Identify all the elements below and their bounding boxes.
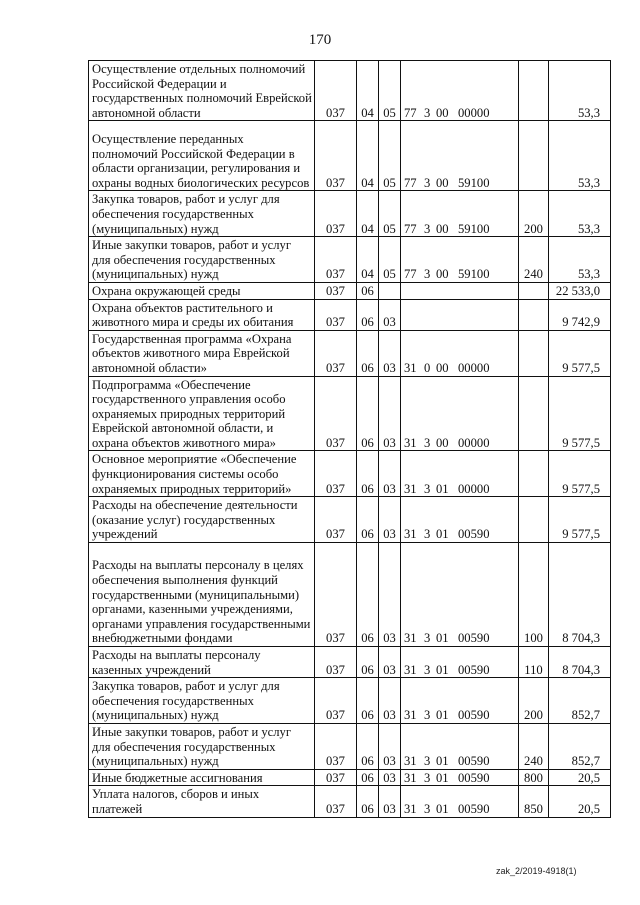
grbs-code-cell: 037 <box>315 786 357 817</box>
subsection-code-cell: 03 <box>379 376 401 451</box>
amount-cell: 53,3 <box>549 121 611 191</box>
item-name-cell: Подпрограмма «Обеспечение государственного управления особо охраняемых природных территорий Еврейской автономной области, и охрана объектов животного мира» <box>89 376 315 451</box>
target-event-code: 01 <box>436 631 449 646</box>
section-code-cell: 06 <box>357 282 379 299</box>
target-article-cell <box>401 282 519 299</box>
expense-type-cell: 200 <box>519 191 549 237</box>
section-code-cell: 06 <box>357 330 379 376</box>
amount-cell: 8 704,3 <box>549 647 611 678</box>
amount-cell: 9 577,5 <box>549 497 611 543</box>
amount-cell: 9 577,5 <box>549 330 611 376</box>
expense-type-cell: 100 <box>519 543 549 647</box>
expense-type-cell <box>519 61 549 121</box>
expense-type-cell <box>519 451 549 497</box>
amount-cell: 53,3 <box>549 237 611 283</box>
target-article-cell <box>401 497 519 543</box>
expense-type-cell: 110 <box>519 647 549 678</box>
target-program-code: 31 <box>404 527 417 542</box>
section-code-cell: 06 <box>357 299 379 330</box>
target-article-cell <box>401 330 519 376</box>
target-subprogram-code: 3 <box>424 754 431 769</box>
table-row <box>89 237 611 283</box>
item-name-cell: Закупка товаров, работ и услуг для обеспечения государственных (муниципальных) нужд <box>89 191 315 237</box>
target-program-code: 31 <box>404 754 417 769</box>
table-row <box>89 376 611 451</box>
target-article-cell <box>401 786 519 817</box>
grbs-code-cell: 037 <box>315 376 357 451</box>
expense-type-cell: 850 <box>519 786 549 817</box>
target-event-code: 00 <box>436 360 449 375</box>
target-subprogram-code: 3 <box>424 662 431 677</box>
grbs-code-cell: 037 <box>315 191 357 237</box>
subsection-code-cell: 03 <box>379 786 401 817</box>
target-article-cell <box>401 678 519 724</box>
target-article-cell <box>401 299 519 330</box>
subsection-code-cell: 03 <box>379 451 401 497</box>
target-subprogram-code: 3 <box>424 527 431 542</box>
target-direction-code: 00590 <box>458 708 490 723</box>
grbs-code-cell: 037 <box>315 678 357 724</box>
expense-type-cell <box>519 282 549 299</box>
subsection-code-cell: 03 <box>379 330 401 376</box>
target-event-code: 01 <box>436 770 449 785</box>
item-name-cell: Охрана окружающей среды <box>89 282 315 299</box>
target-direction-code: 00590 <box>458 527 490 542</box>
target-direction-code: 00590 <box>458 754 490 769</box>
section-code-cell: 06 <box>357 543 379 647</box>
grbs-code-cell: 037 <box>315 543 357 647</box>
expense-type-cell <box>519 497 549 543</box>
target-direction-code: 00590 <box>458 770 490 785</box>
table-row <box>89 121 611 191</box>
amount-cell: 20,5 <box>549 769 611 786</box>
grbs-code-cell: 037 <box>315 769 357 786</box>
target-article-cell <box>401 647 519 678</box>
target-article-cell <box>401 121 519 191</box>
expense-type-cell <box>519 121 549 191</box>
section-code-cell: 06 <box>357 647 379 678</box>
grbs-code-cell: 037 <box>315 237 357 283</box>
table-row <box>89 330 611 376</box>
target-subprogram-code: 3 <box>424 801 431 816</box>
item-name-cell: Расходы на обеспечение деятельности (оказание услуг) государственных учреждений <box>89 497 315 543</box>
expense-type-cell: 240 <box>519 724 549 770</box>
item-name-cell: Расходы на выплаты персоналу казенных учреждений <box>89 647 315 678</box>
target-subprogram-code: 3 <box>424 770 431 785</box>
grbs-code-cell: 037 <box>315 647 357 678</box>
amount-cell: 9 577,5 <box>549 451 611 497</box>
grbs-code-cell: 037 <box>315 61 357 121</box>
target-article-cell <box>401 191 519 237</box>
table-row <box>89 724 611 770</box>
target-program-code: 31 <box>404 360 417 375</box>
table-row <box>89 191 611 237</box>
table-row <box>89 647 611 678</box>
target-subprogram-code: 0 <box>424 360 431 375</box>
section-code-cell: 06 <box>357 376 379 451</box>
target-article-cell <box>401 543 519 647</box>
item-name-cell: Осуществление переданных полномочий Российской Федерации в области организации, регулирования и охраны водных биологических ресурсов <box>89 121 315 191</box>
target-direction-code: 00000 <box>458 105 490 120</box>
amount-cell: 852,7 <box>549 678 611 724</box>
target-direction-code: 00000 <box>458 360 490 375</box>
target-event-code: 00 <box>436 267 449 282</box>
target-direction-code: 00000 <box>458 435 490 450</box>
budget-table <box>88 60 611 818</box>
subsection-code-cell: 03 <box>379 543 401 647</box>
amount-cell: 8 704,3 <box>549 543 611 647</box>
target-subprogram-code: 3 <box>424 708 431 723</box>
section-code-cell: 06 <box>357 786 379 817</box>
footer-code: zak_2/2019-4918(1) <box>496 866 577 876</box>
section-code-cell: 06 <box>357 497 379 543</box>
section-code-cell: 04 <box>357 237 379 283</box>
grbs-code-cell: 037 <box>315 299 357 330</box>
target-event-code: 00 <box>436 435 449 450</box>
target-event-code: 01 <box>436 754 449 769</box>
table-row <box>89 543 611 647</box>
subsection-code-cell: 03 <box>379 647 401 678</box>
target-event-code: 01 <box>436 527 449 542</box>
table-row <box>89 786 611 817</box>
target-event-code: 00 <box>436 105 449 120</box>
target-subprogram-code: 3 <box>424 267 431 282</box>
target-direction-code: 00590 <box>458 801 490 816</box>
expense-type-cell <box>519 376 549 451</box>
table-row <box>89 282 611 299</box>
page-number: 170 <box>308 32 332 48</box>
target-direction-code: 59100 <box>458 267 490 282</box>
section-code-cell: 06 <box>357 724 379 770</box>
section-code-cell: 06 <box>357 769 379 786</box>
grbs-code-cell: 037 <box>315 451 357 497</box>
target-subprogram-code: 3 <box>424 435 431 450</box>
grbs-code-cell: 037 <box>315 724 357 770</box>
subsection-code-cell <box>379 282 401 299</box>
target-direction-code: 00590 <box>458 662 490 677</box>
expense-type-cell: 240 <box>519 237 549 283</box>
target-article-cell <box>401 61 519 121</box>
grbs-code-cell: 037 <box>315 497 357 543</box>
target-subprogram-code: 3 <box>424 221 431 236</box>
table-row <box>89 451 611 497</box>
section-code-cell: 04 <box>357 191 379 237</box>
subsection-code-cell: 03 <box>379 299 401 330</box>
subsection-code-cell: 03 <box>379 678 401 724</box>
item-name-cell: Иные закупки товаров, работ и услуг для обеспечения государственных (муниципальных) нужд <box>89 724 315 770</box>
amount-cell: 9 577,5 <box>549 376 611 451</box>
table-row <box>89 678 611 724</box>
subsection-code-cell: 03 <box>379 497 401 543</box>
target-event-code: 00 <box>436 175 449 190</box>
subsection-code-cell: 05 <box>379 121 401 191</box>
target-event-code: 01 <box>436 481 449 496</box>
amount-cell: 852,7 <box>549 724 611 770</box>
target-subprogram-code: 3 <box>424 481 431 496</box>
item-name-cell: Охрана объектов растительного и животного мира и среды их обитания <box>89 299 315 330</box>
target-program-code: 31 <box>404 770 417 785</box>
target-event-code: 01 <box>436 708 449 723</box>
target-direction-code: 59100 <box>458 175 490 190</box>
item-name-cell: Государственная программа «Охрана объектов животного мира Еврейской автономной области» <box>89 330 315 376</box>
table-row <box>89 61 611 121</box>
item-name-cell: Осуществление отдельных полномочий Российской Федерации и государственных полномочий Еврейской автономной области <box>89 61 315 121</box>
subsection-code-cell: 05 <box>379 191 401 237</box>
target-program-code: 77 <box>404 267 417 282</box>
grbs-code-cell: 037 <box>315 330 357 376</box>
target-direction-code: 00590 <box>458 631 490 646</box>
item-name-cell: Закупка товаров, работ и услуг для обеспечения государственных (муниципальных) нужд <box>89 678 315 724</box>
target-article-cell <box>401 769 519 786</box>
section-code-cell: 06 <box>357 451 379 497</box>
amount-cell: 53,3 <box>549 191 611 237</box>
target-program-code: 31 <box>404 435 417 450</box>
item-name-cell: Уплата налогов, сборов и иных платежей <box>89 786 315 817</box>
target-subprogram-code: 3 <box>424 631 431 646</box>
table-row <box>89 497 611 543</box>
target-subprogram-code: 3 <box>424 175 431 190</box>
section-code-cell: 04 <box>357 121 379 191</box>
grbs-code-cell: 037 <box>315 282 357 299</box>
target-program-code: 77 <box>404 175 417 190</box>
expense-type-cell <box>519 299 549 330</box>
target-article-cell <box>401 724 519 770</box>
target-article-cell <box>401 237 519 283</box>
target-direction-code: 59100 <box>458 221 490 236</box>
expense-type-cell <box>519 330 549 376</box>
amount-cell: 20,5 <box>549 786 611 817</box>
target-direction-code: 00000 <box>458 481 490 496</box>
target-program-code: 31 <box>404 481 417 496</box>
target-article-cell <box>401 376 519 451</box>
target-program-code: 31 <box>404 801 417 816</box>
target-event-code: 00 <box>436 221 449 236</box>
item-name-cell: Расходы на выплаты персоналу в целях обеспечения выполнения функций государственными (муниципальными) органами, казенными учреждениями, органами управления государственными внебюджетными фондами <box>89 543 315 647</box>
target-program-code: 31 <box>404 662 417 677</box>
item-name-cell: Иные закупки товаров, работ и услуг для обеспечения государственных (муниципальных) нужд <box>89 237 315 283</box>
section-code-cell: 06 <box>357 678 379 724</box>
amount-cell: 9 742,9 <box>549 299 611 330</box>
subsection-code-cell: 05 <box>379 61 401 121</box>
target-program-code: 77 <box>404 221 417 236</box>
item-name-cell: Основное мероприятие «Обеспечение функционирования системы особо охраняемых природных территорий» <box>89 451 315 497</box>
expense-type-cell: 800 <box>519 769 549 786</box>
target-program-code: 77 <box>404 105 417 120</box>
target-article-cell <box>401 451 519 497</box>
subsection-code-cell: 05 <box>379 237 401 283</box>
section-code-cell: 04 <box>357 61 379 121</box>
target-event-code: 01 <box>436 662 449 677</box>
subsection-code-cell: 03 <box>379 724 401 770</box>
subsection-code-cell: 03 <box>379 769 401 786</box>
table-row <box>89 299 611 330</box>
expense-type-cell: 200 <box>519 678 549 724</box>
amount-cell: 53,3 <box>549 61 611 121</box>
target-subprogram-code: 3 <box>424 105 431 120</box>
target-program-code: 31 <box>404 631 417 646</box>
amount-cell: 22 533,0 <box>549 282 611 299</box>
grbs-code-cell: 037 <box>315 121 357 191</box>
target-program-code: 31 <box>404 708 417 723</box>
table-row <box>89 769 611 786</box>
target-event-code: 01 <box>436 801 449 816</box>
item-name-cell: Иные бюджетные ассигнования <box>89 769 315 786</box>
